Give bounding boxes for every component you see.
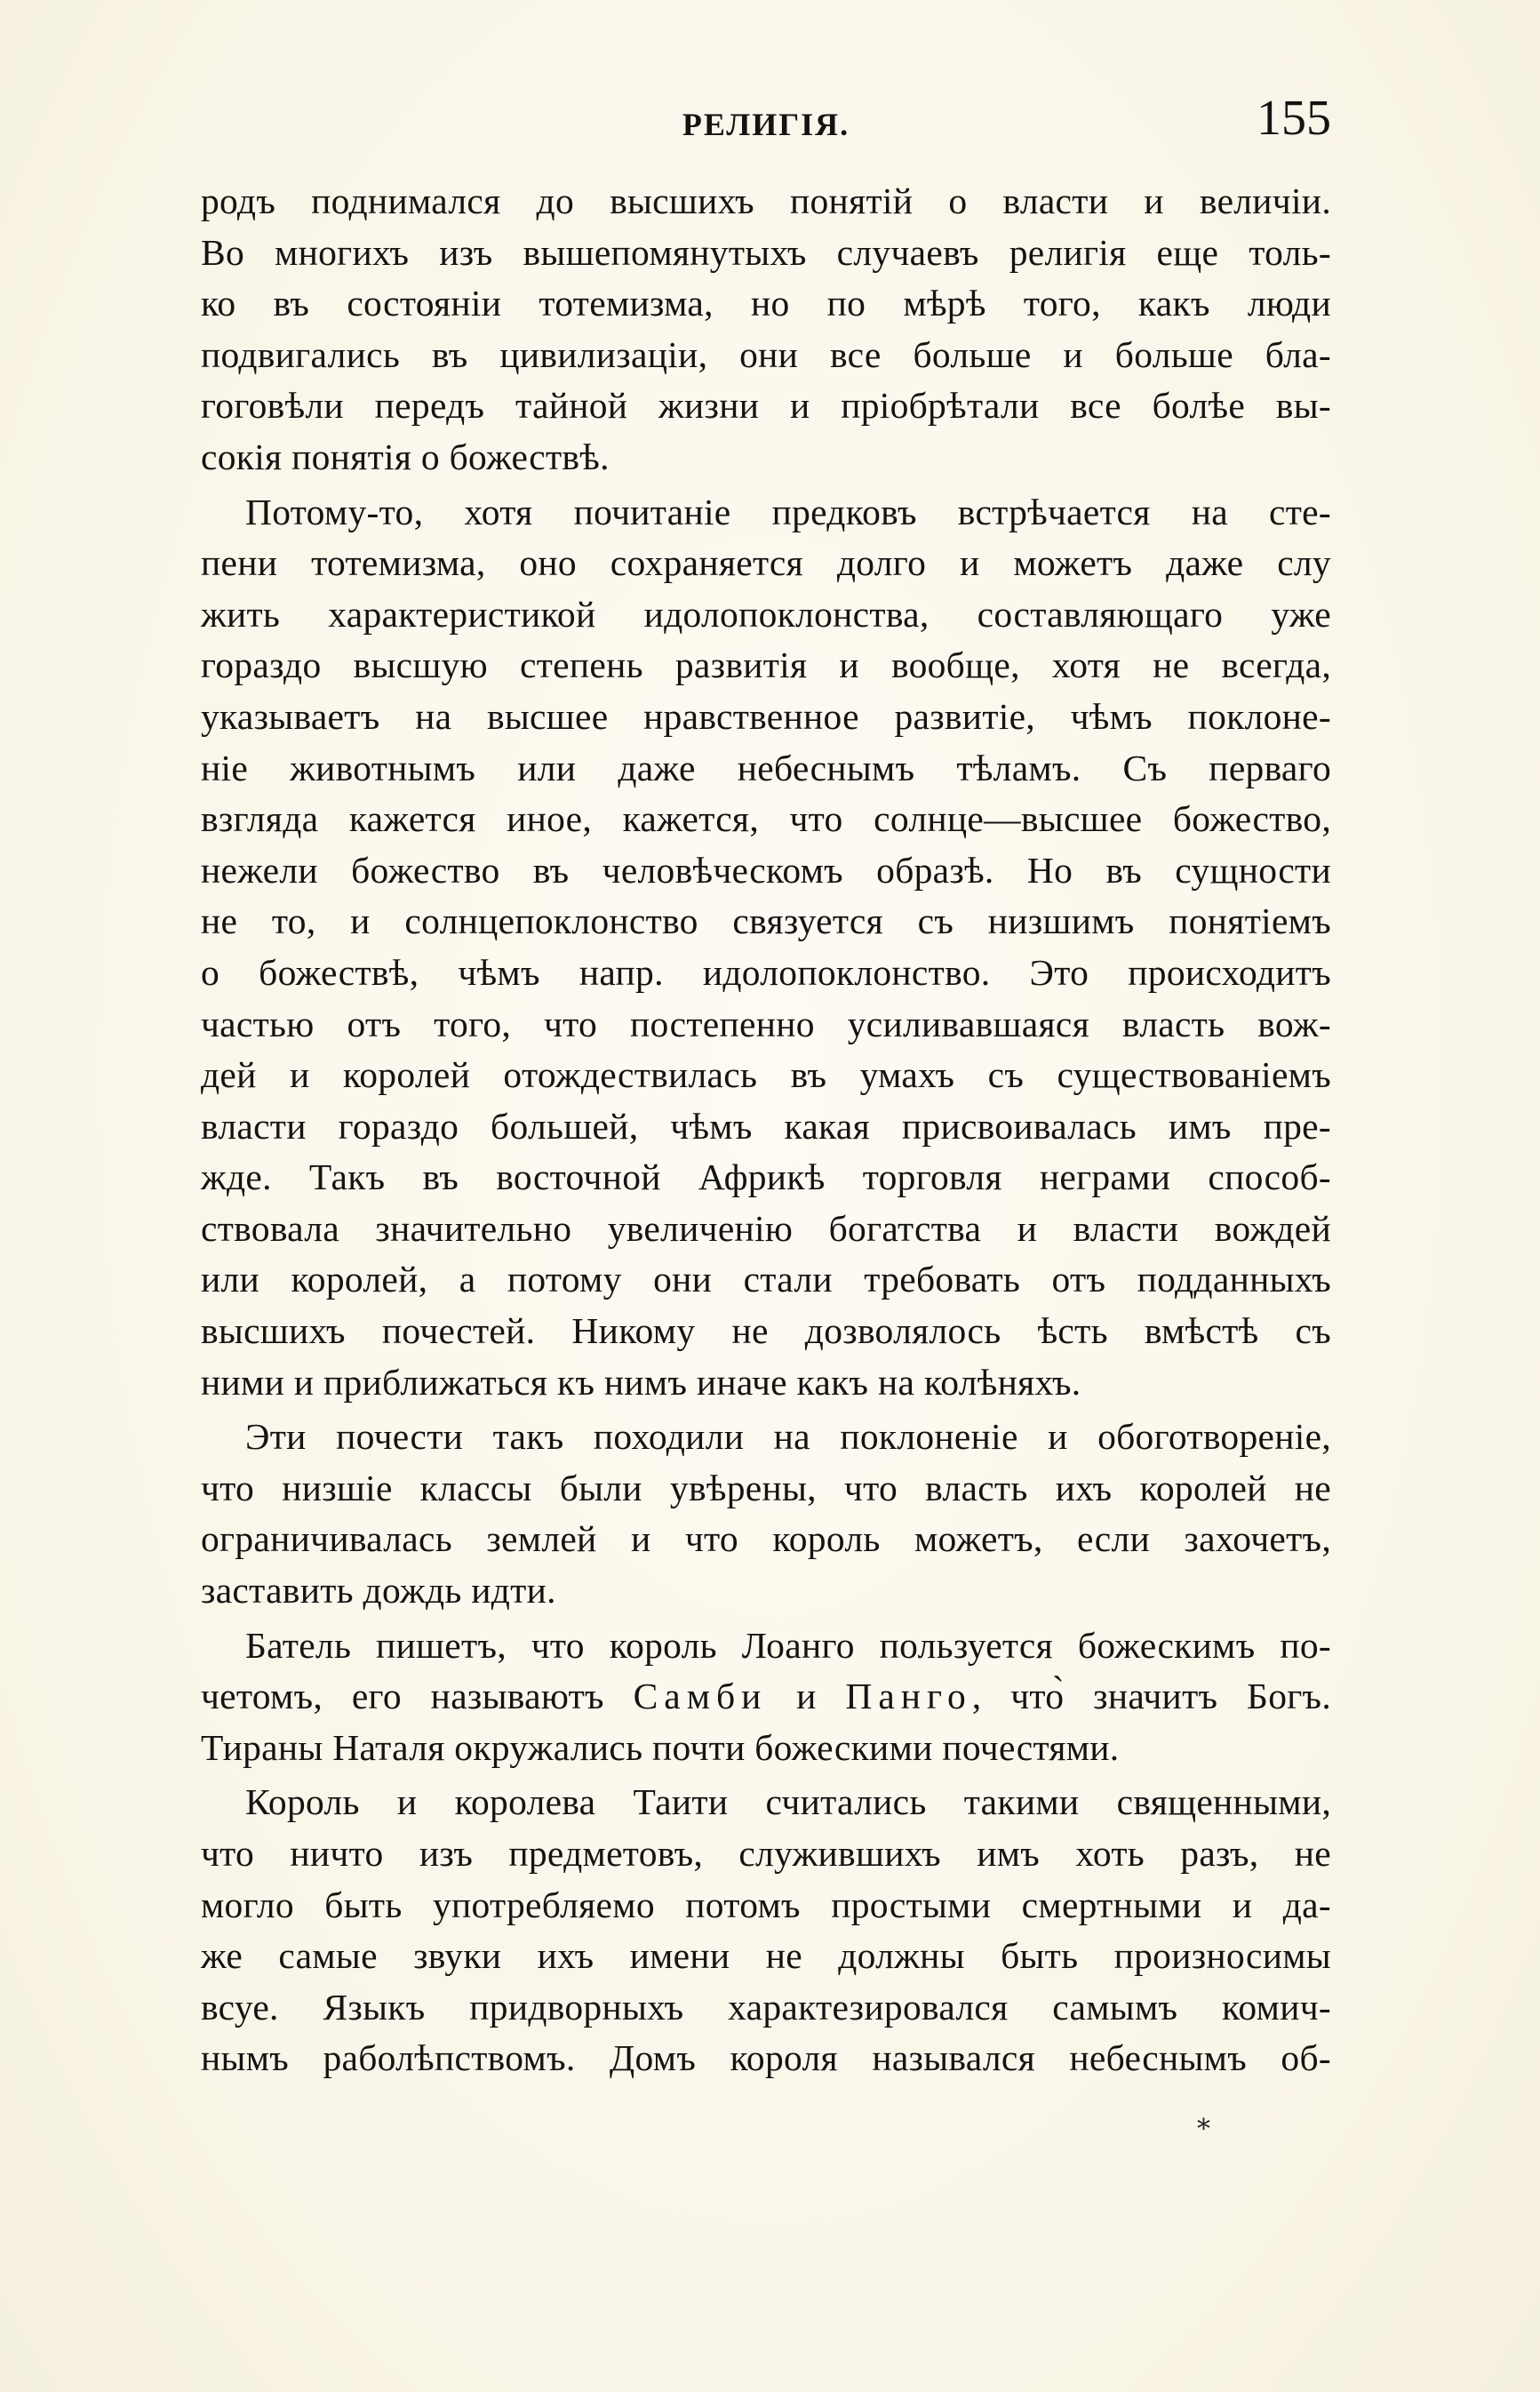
text-line: нежели божество въ человѣческомъ образѣ. Но въ сущности xyxy=(201,849,1331,891)
text-line: Потому-то, хотя почитаніе предковъ встрѣчается на сте- xyxy=(245,491,1331,532)
text-line: родъ поднимался до высшихъ понятій о власти и величіи. xyxy=(201,180,1331,221)
body-text xyxy=(201,176,1331,2084)
text-line: подвигались въ цивилизаціи, они все больше и больше бла- xyxy=(201,333,1331,375)
spaced-name: Панго xyxy=(845,1676,972,1717)
text-line: жде. Такъ въ восточной Африкѣ торговля неграми способ- xyxy=(201,1156,1331,1198)
text-fragment: четомъ, его называютъ xyxy=(201,1676,634,1717)
text-line: сокія понятія о божествѣ. xyxy=(201,436,610,477)
text-line: гоговѣли передъ тайной жизни и пріобрѣтали все болѣе вы- xyxy=(201,385,1331,427)
text-line: взгляда кажется иное, кажется, что солнце—высшее божество, xyxy=(201,798,1331,840)
text-line: ограничивалась землей и что король можетъ, если захочетъ, xyxy=(201,1518,1331,1560)
text-line: не то, и солнцепоклонство связуется съ низшимъ понятіемъ xyxy=(201,900,1331,942)
text-line: пени тотемизма, оно сохраняется долго и можетъ даже слу xyxy=(201,542,1331,584)
text-line: Тираны Наталя окружались почти божескими почестями. xyxy=(201,1726,1120,1768)
text-line: заставить дождь идти. xyxy=(201,1570,556,1612)
text-line: дей и королей отождествилась въ умахъ съ существованіемъ xyxy=(201,1054,1331,1096)
text-line: или королей, а потому они стали требовать отъ подданныхъ xyxy=(201,1259,1331,1300)
text-line: о божествѣ, чѣмъ напр. идолопоклонство. Это происходитъ xyxy=(201,951,1331,993)
paragraph xyxy=(201,176,1331,484)
text-line: частью отъ того, что постепенно усиливавшаяся власть вож- xyxy=(201,1003,1331,1044)
text-line: что ничто изъ предметовъ, служившихъ имъ хоть разъ, не xyxy=(201,1833,1331,1874)
paragraph xyxy=(201,1620,1331,1774)
text-line: Король и королева Таити считались такими священными, xyxy=(245,1781,1331,1823)
spaced-name: Самби xyxy=(633,1676,768,1717)
text-line: высшихъ почестей. Никому не дозволялось ѣсть вмѣстѣ съ xyxy=(201,1310,1331,1352)
text-line: Батель пишетъ, что король Лоанго пользуется божескимъ по- xyxy=(245,1624,1331,1666)
text-line: жить характеристикой идолопоклонства, составляющаго уже xyxy=(201,593,1331,635)
text-line: ко въ состояніи тотемизма, но по мѣрѣ того, какъ люди xyxy=(201,283,1331,324)
text-line: гораздо высшую степень развитія и вообще, хотя не всегда, xyxy=(201,644,1331,686)
text-fragment: и xyxy=(767,1676,846,1717)
text-line: же самые звуки ихъ имени не должны быть произносимы xyxy=(201,1935,1331,1977)
page-number: 155 xyxy=(1257,91,1331,146)
text-line: всуе. Языкъ придворныхъ характезировался самымъ комич- xyxy=(201,1986,1331,2028)
footer-asterisk: * xyxy=(1197,2114,1210,2145)
text-line: ствовала значительно увеличенію богатства и власти вождей xyxy=(201,1207,1331,1249)
text-line: нымъ раболѣпствомъ. Домъ короля назывался небеснымъ об- xyxy=(201,2037,1331,2079)
paragraph xyxy=(201,1777,1331,2084)
paragraph xyxy=(201,487,1331,1409)
paragraph xyxy=(201,1412,1331,1616)
text-line: указываетъ на высшее нравственное развитіе, чѣмъ поклоне- xyxy=(201,695,1331,737)
page-header xyxy=(201,93,1331,156)
text-line: ними и приближаться къ нимъ иначе какъ на колѣняхъ. xyxy=(201,1361,1081,1403)
running-head: РЕЛИГІЯ. xyxy=(682,107,850,142)
text-line xyxy=(201,1671,1331,1723)
text-line: что низшіе классы были увѣрены, что власть ихъ королей не xyxy=(201,1467,1331,1508)
text-fragment: , что̀ значитъ Богъ. xyxy=(971,1676,1331,1717)
text-line: ніе животнымъ или даже небеснымъ тѣламъ. Съ перваго xyxy=(201,747,1331,788)
text-line: Во многихъ изъ вышепомянутыхъ случаевъ религія еще толь- xyxy=(201,231,1331,273)
text-line: Эти почести такъ походили на поклоненіе и обоготвореніе, xyxy=(245,1416,1331,1458)
text-line: могло быть употребляемо потомъ простыми смертными и да- xyxy=(201,1884,1331,1925)
text-line: власти гораздо большей, чѣмъ какая присвоивалась имъ пре- xyxy=(201,1105,1331,1147)
